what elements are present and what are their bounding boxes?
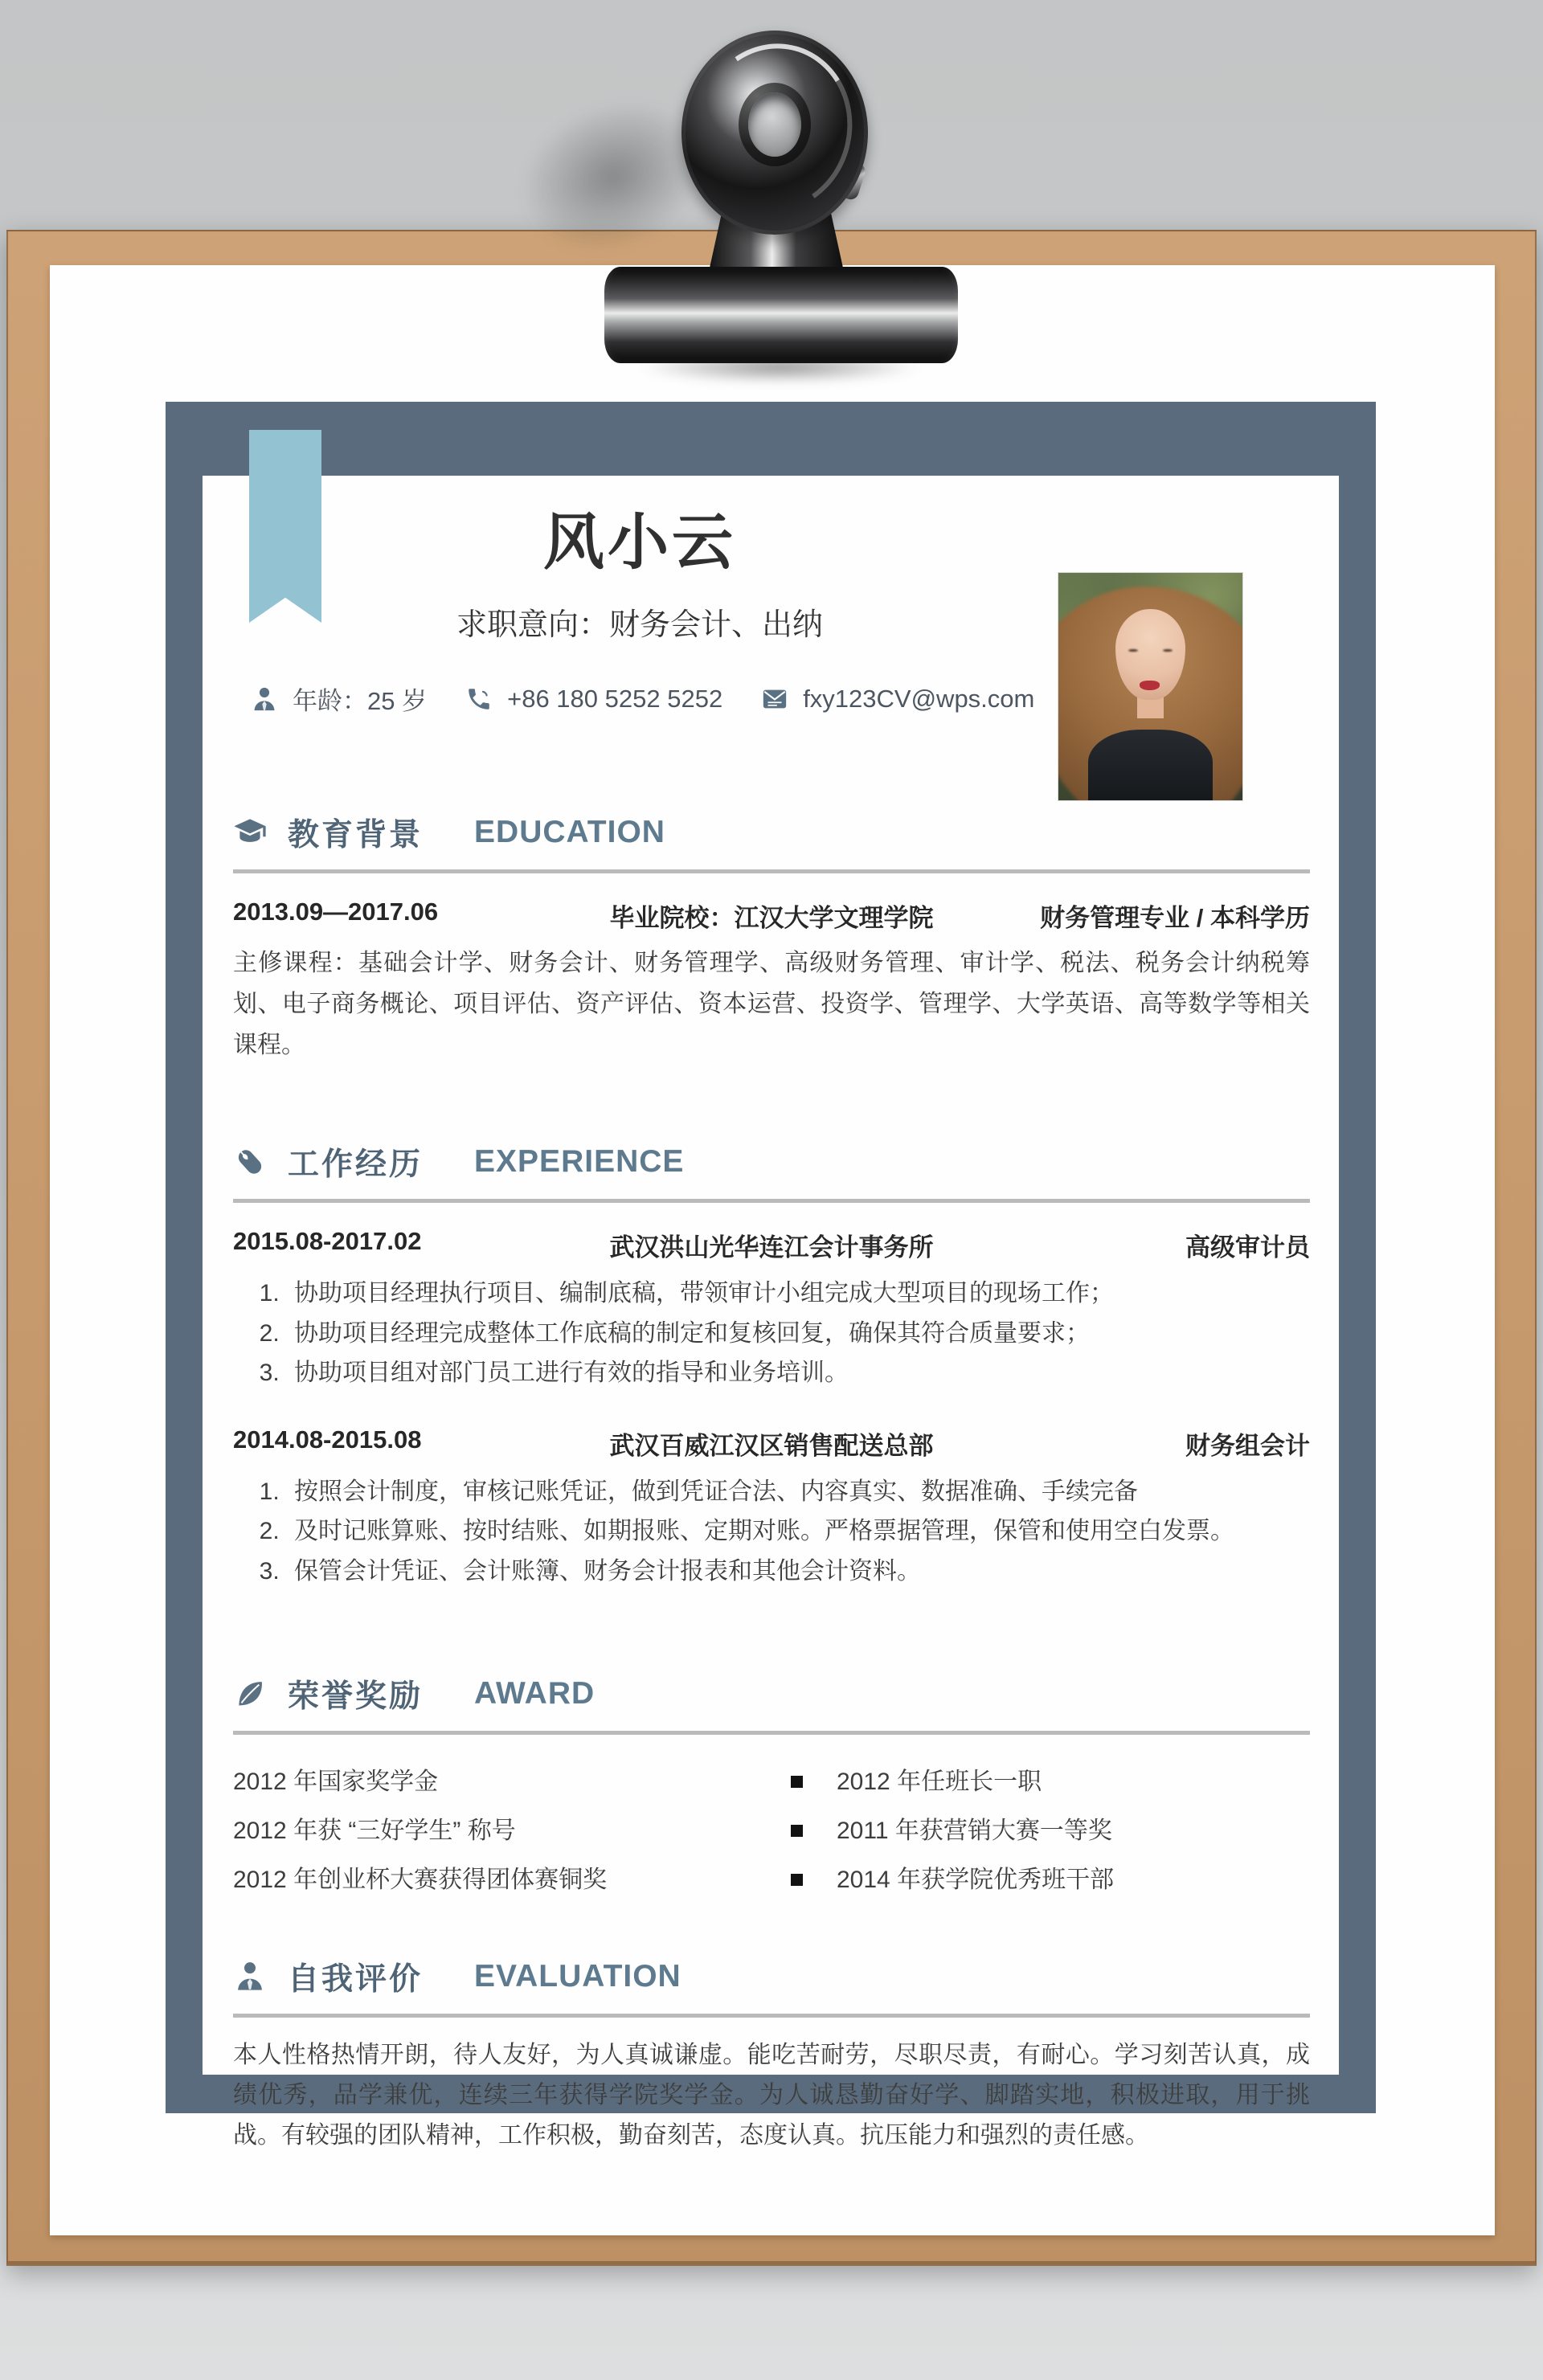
education-header <box>233 810 1310 855</box>
contact-email <box>761 685 1034 714</box>
section-title-en: AWARD <box>474 1676 596 1711</box>
photo-eye <box>1163 649 1173 652</box>
section-title-en: EXPERIENCE <box>474 1144 685 1179</box>
award-text: 2011 年获营销大赛一等奖 <box>837 1818 1112 1844</box>
job-duty: 2. 及时记账算账、按时结账、如期报账、定期对账。严格票据管理，保管和使用空白发票。 <box>286 1511 1310 1552</box>
phone-icon <box>465 685 493 713</box>
evaluation-header <box>233 1954 1310 1999</box>
photo-eye <box>1128 649 1138 652</box>
email-address: fxy123CV@wps.com <box>803 684 1035 713</box>
section-title-en: EVALUATION <box>474 1959 681 1994</box>
award-header <box>233 1671 1310 1716</box>
award-item <box>233 1764 776 1800</box>
job-role: 高级审计员 <box>1185 1233 1310 1262</box>
award-column-left <box>233 1764 776 1898</box>
job-duty: 1. 协助项目经理执行项目、编制底稿，带领审计小组完成大型项目的现场工作； <box>286 1274 1310 1314</box>
section-title-zh: 工作经历 <box>288 1147 424 1182</box>
section-divider <box>233 1199 1310 1203</box>
award-item <box>233 1862 776 1898</box>
resume-content <box>233 480 1310 2156</box>
job-entry <box>233 1227 1310 1261</box>
education-entry <box>233 898 1310 931</box>
square-bullet <box>791 1825 803 1837</box>
job-company: 武汉百威江汉区销售配送总部 <box>609 1431 934 1460</box>
section-title-zh: 教育背景 <box>288 818 424 853</box>
square-bullet <box>791 1874 803 1886</box>
award-item <box>791 1862 1310 1898</box>
phone-number: +86 180 5252 5252 <box>507 684 723 713</box>
experience-header <box>233 1139 1310 1184</box>
clip-hole <box>748 92 801 157</box>
section-divider <box>233 869 1310 873</box>
award-item <box>233 1813 776 1849</box>
education-courses: 主修课程：基础会计学、财务会计、财务管理学、高级财务管理、审计学、税法、税务会计纳税筹划、电子商务概论、项目评估、资产评估、资本运营、投资学、管理学、大学英语、高等数学等相关课程。 <box>233 950 1310 1058</box>
award-item <box>791 1764 1310 1800</box>
binder-clip-bar <box>604 267 958 363</box>
award-column-right <box>776 1764 1310 1898</box>
section-education <box>233 810 1310 1065</box>
profile-photo <box>1058 573 1242 800</box>
education-school: 毕业院校：江汉大学文理学院 <box>609 904 934 932</box>
section-award <box>233 1671 1310 1898</box>
photo-lips <box>1140 681 1160 689</box>
job-duty: 2. 协助项目经理完成整体工作底稿的制定和复核回复，确保其符合质量要求； <box>286 1314 1310 1354</box>
binder-clip-knob <box>681 31 868 235</box>
square-bullet <box>791 1776 803 1788</box>
job-duty: 1. 按照会计制度，审核记账凭证，做到凭证合法、内容真实、数据准确、手续完备 <box>286 1472 1310 1512</box>
section-evaluation <box>233 1954 1310 2156</box>
job-duties <box>233 1472 1310 1592</box>
job-duties <box>233 1274 1310 1393</box>
award-text: 2012 年创业杯大赛获得团体赛铜奖 <box>233 1867 608 1893</box>
education-degree: 财务管理专业 / 本科学历 <box>1040 904 1310 932</box>
age-text: 年龄：25 岁 <box>293 687 428 715</box>
job-entry <box>233 1425 1310 1459</box>
contact-phone <box>465 685 722 714</box>
contact-age <box>251 681 427 717</box>
award-text: 2012 年获 “三好学生” 称号 <box>233 1818 516 1844</box>
award-list <box>233 1764 1310 1898</box>
job-company: 武汉洪山光华连江会计事务所 <box>609 1233 934 1262</box>
candidate-name: 风小云 <box>543 509 736 577</box>
section-title-zh: 荣誉奖励 <box>288 1679 424 1714</box>
job-duty: 3. 协助项目组对部门员工进行有效的指导和业务培训。 <box>286 1353 1310 1393</box>
leaf-icon <box>233 1677 267 1711</box>
award-item <box>791 1813 1310 1849</box>
award-text: 2014 年获学院优秀班干部 <box>837 1867 1115 1893</box>
person-tie-icon <box>233 1960 267 1994</box>
job-role: 财务组会计 <box>1185 1431 1310 1460</box>
award-text: 2012 年任班长一职 <box>837 1769 1042 1795</box>
person-icon <box>251 685 278 713</box>
award-text: 2012 年国家奖学金 <box>233 1769 439 1795</box>
job-period: 2015.08-2017.02 <box>233 1227 422 1255</box>
job-period: 2014.08-2015.08 <box>233 1425 422 1454</box>
mouse-icon <box>233 1145 267 1179</box>
graduation-cap-icon <box>233 816 267 849</box>
section-divider <box>233 2014 1310 2018</box>
mail-icon <box>761 685 788 713</box>
section-experience <box>233 1139 1310 1591</box>
education-period: 2013.09—2017.06 <box>233 898 439 926</box>
photo-jacket <box>1088 730 1214 800</box>
section-title-en: EDUCATION <box>474 815 665 849</box>
job-duty: 3. 保管会计凭证、会计账簿、财务会计报表和其他会计资料。 <box>286 1552 1310 1592</box>
job-intent: 求职意向：财务会计、出纳 <box>456 608 823 642</box>
section-divider <box>233 1731 1310 1735</box>
evaluation-text: 本人性格热情开朗，待人友好，为人真诚谦虚。能吃苦耐劳，尽职尽责，有耐心。学习刻苦认真，成绩优秀，品学兼优，连续三年获得学院奖学金。为人诚恳勤奋好学、脚踏实地，积极进取，用于挑战。有较强的团队精神，工作积极，勤奋刻苦，态度认真。抗压能力和强烈的责任感。 <box>233 2042 1310 2149</box>
section-title-zh: 自我评价 <box>288 1962 424 1997</box>
